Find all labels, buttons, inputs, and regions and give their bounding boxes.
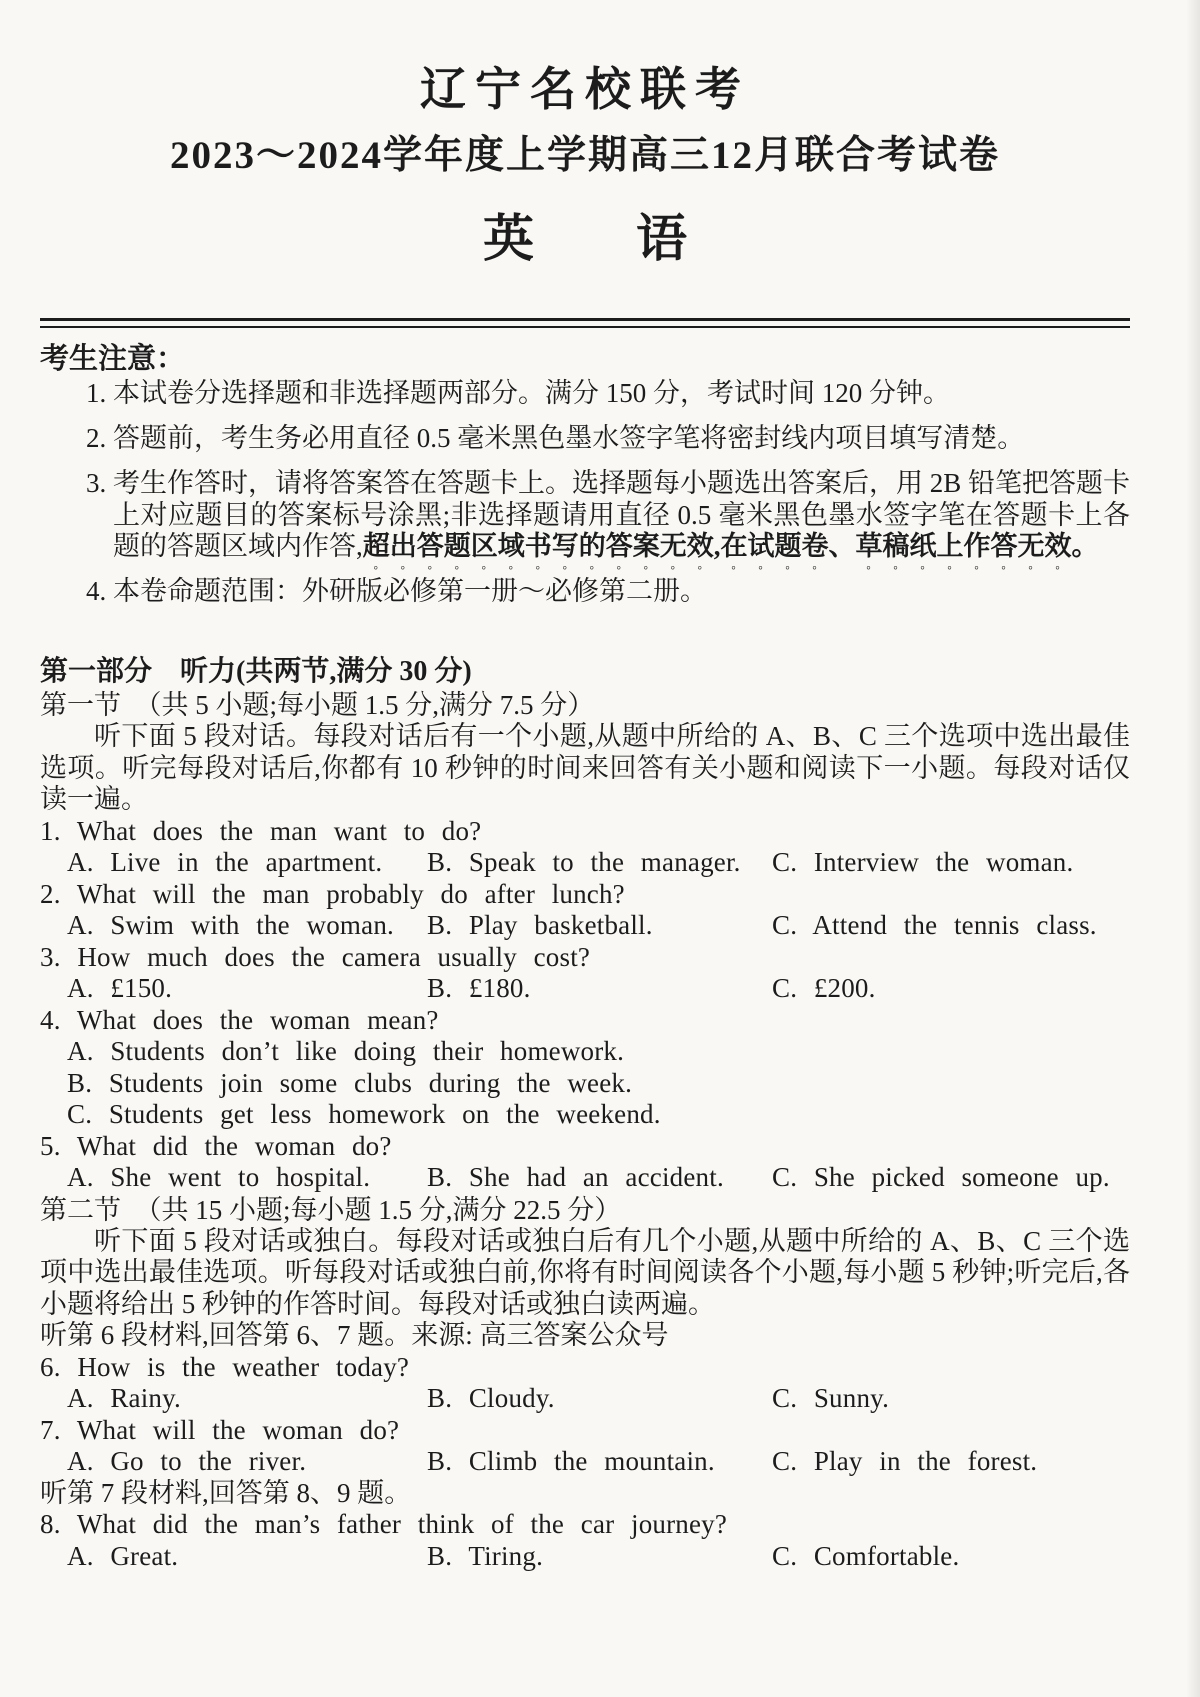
section1-heading: 第一节 （共 5 小题;每小题 1.5 分,满分 7.5 分） bbox=[40, 690, 595, 720]
question-5-option-b: B. She had an accident. bbox=[427, 1162, 724, 1192]
question-8-option-a: A. Great. bbox=[67, 1540, 179, 1571]
question-3-option-b: B. £180. bbox=[427, 973, 531, 1003]
question-4-stem: 4. What does the woman mean? bbox=[40, 1004, 439, 1035]
question-2-option-a: A. Swim with the woman. bbox=[67, 910, 394, 940]
section1-instructions: 听下面 5 段对话。每段对话后有一个小题,从题中所给的 A、B、C 三个选项中选出最佳选项。听完每段对话后,你都有 10 秒钟的时间来回答有关小题和阅读下一小题。每段对话仅读一遍。 bbox=[40, 721, 1130, 814]
question-1 bbox=[40, 816, 1130, 879]
exam-subtitle: 2023～2024学年度上学期高三12月联合考试卷 bbox=[169, 134, 1000, 177]
question-2-option-b: B. Play basketball. bbox=[427, 910, 653, 940]
notice-heading: 考生注意： bbox=[40, 343, 186, 375]
question-8-option-c: C. Comfortable. bbox=[772, 1540, 960, 1571]
question-6-stem: 6. How is the weather today? bbox=[40, 1351, 410, 1382]
part1-heading: 第一部分 听力(共两节,满分 30 分) bbox=[40, 656, 472, 687]
exam-title: 辽宁名校联考 bbox=[420, 64, 750, 115]
section2-heading: 第二节 （共 15 小题;每小题 1.5 分,满分 22.5 分） bbox=[40, 1194, 622, 1225]
question-2-options bbox=[40, 910, 1130, 942]
question-2-stem: 2. What will the man probably do after lunch? bbox=[40, 878, 625, 909]
notice-item-3-text: 3. 考生作答时，请将答案答在答题卡上。选择题每小题选出答案后，用 2B 铅笔把答题卡上对应题目的答案标号涂黑;非选择题请用直径 0.5 毫米黑色墨水签字笔在答题卡上各题的答题区域内作答, bbox=[86, 468, 1131, 561]
notice-item-4 bbox=[86, 576, 1130, 621]
notice-item-2-text: 2. 答题前，考生务必用直径 0.5 毫米黑色墨水签字笔将密封线内项目填写清楚。 bbox=[86, 423, 1025, 453]
question-2-option-c: C. Attend the tennis class. bbox=[772, 910, 1097, 940]
question-6-option-a: A. Rainy. bbox=[67, 1383, 182, 1413]
question-5 bbox=[40, 1131, 1130, 1194]
question-4-option-c: C. Students get less homework on the weekend. bbox=[67, 1099, 661, 1129]
question-2 bbox=[40, 879, 1130, 942]
question-1-option-c: C. Interview the woman. bbox=[772, 847, 1074, 877]
question-5-option-c: C. She picked someone up. bbox=[772, 1162, 1110, 1192]
question-6-option-b: B. Cloudy. bbox=[427, 1383, 555, 1413]
question-5-option-a: A. She went to hospital. bbox=[67, 1162, 371, 1192]
question-4-option-b: B. Students join some clubs during the week. bbox=[67, 1067, 633, 1098]
question-3-stem: 3. How much does the camera usually cost? bbox=[40, 941, 591, 972]
question-6-option-c: C. Sunny. bbox=[772, 1383, 890, 1413]
notice-item-3 bbox=[86, 468, 1130, 576]
question-1-options bbox=[40, 847, 1130, 879]
question-8-stem: 8. What did the man’s father think of the car journey? bbox=[40, 1509, 728, 1539]
notice-item-2 bbox=[86, 423, 1130, 468]
question-1-stem: 1. What does the man want to do? bbox=[40, 815, 482, 846]
notice-item-3-emphasis: 超出答题区域书写的答案无效,在试题卷、草稿纸上作答无效。 bbox=[362, 531, 1099, 561]
question-7 bbox=[40, 1415, 1130, 1478]
question-4-option-a: A. Students don’t like doing their homework. bbox=[67, 1036, 625, 1066]
double-rule bbox=[40, 318, 1130, 328]
section2-instructions: 听下面 5 段对话或独白。每段对话或独白后有几个小题,从题中所给的 A、B、C 三个选项中选出最佳选项。听每段对话或独白前,你将有时间阅读各个小题,每小题 5 秒钟;听完后,各小题将给出 5 秒钟的作答时间。每段对话或独白读两遍。 bbox=[40, 1225, 1130, 1319]
notice-item-4-text: 4. 本卷命题范围：外研版必修第一册～必修第二册。 bbox=[86, 576, 707, 606]
question-6-options bbox=[40, 1383, 1130, 1415]
question-7-options bbox=[40, 1446, 1130, 1478]
question-7-stem: 7. What will the woman do? bbox=[40, 1414, 400, 1445]
material-7-line: 听第 7 段材料,回答第 8、9 题。 bbox=[40, 1477, 412, 1508]
question-1-option-a: A. Live in the apartment. bbox=[67, 847, 383, 877]
question-3 bbox=[40, 942, 1130, 1005]
question-7-option-b: B. Climb the mountain. bbox=[427, 1446, 715, 1476]
question-5-stem: 5. What did the woman do? bbox=[40, 1130, 392, 1161]
question-8-options bbox=[40, 1541, 1130, 1573]
question-8-option-b: B. Tiring. bbox=[427, 1540, 544, 1571]
question-3-option-a: A. £150. bbox=[67, 973, 173, 1003]
notice-section bbox=[40, 340, 1130, 621]
notice-item-1-text: 1. 本试卷分选择题和非选择题两部分。满分 150 分，考试时间 120 分钟。 bbox=[86, 378, 950, 408]
question-5-options bbox=[40, 1162, 1130, 1194]
question-1-option-b: B. Speak to the manager. bbox=[427, 847, 741, 877]
question-4-options bbox=[40, 1036, 1130, 1131]
question-6 bbox=[40, 1352, 1130, 1415]
question-8 bbox=[40, 1509, 1130, 1572]
question-7-option-c: C. Play in the forest. bbox=[772, 1446, 1038, 1476]
question-3-option-c: C. £200. bbox=[772, 973, 876, 1003]
notice-item-1 bbox=[86, 378, 1130, 423]
question-7-option-a: A. Go to the river. bbox=[67, 1446, 307, 1476]
question-3-options bbox=[40, 973, 1130, 1005]
question-4 bbox=[40, 1005, 1130, 1131]
material-6-line: 听第 6 段材料,回答第 6、7 题。来源: 高三答案公众号 bbox=[40, 1320, 669, 1350]
exam-subject: 英 语 bbox=[482, 212, 687, 268]
